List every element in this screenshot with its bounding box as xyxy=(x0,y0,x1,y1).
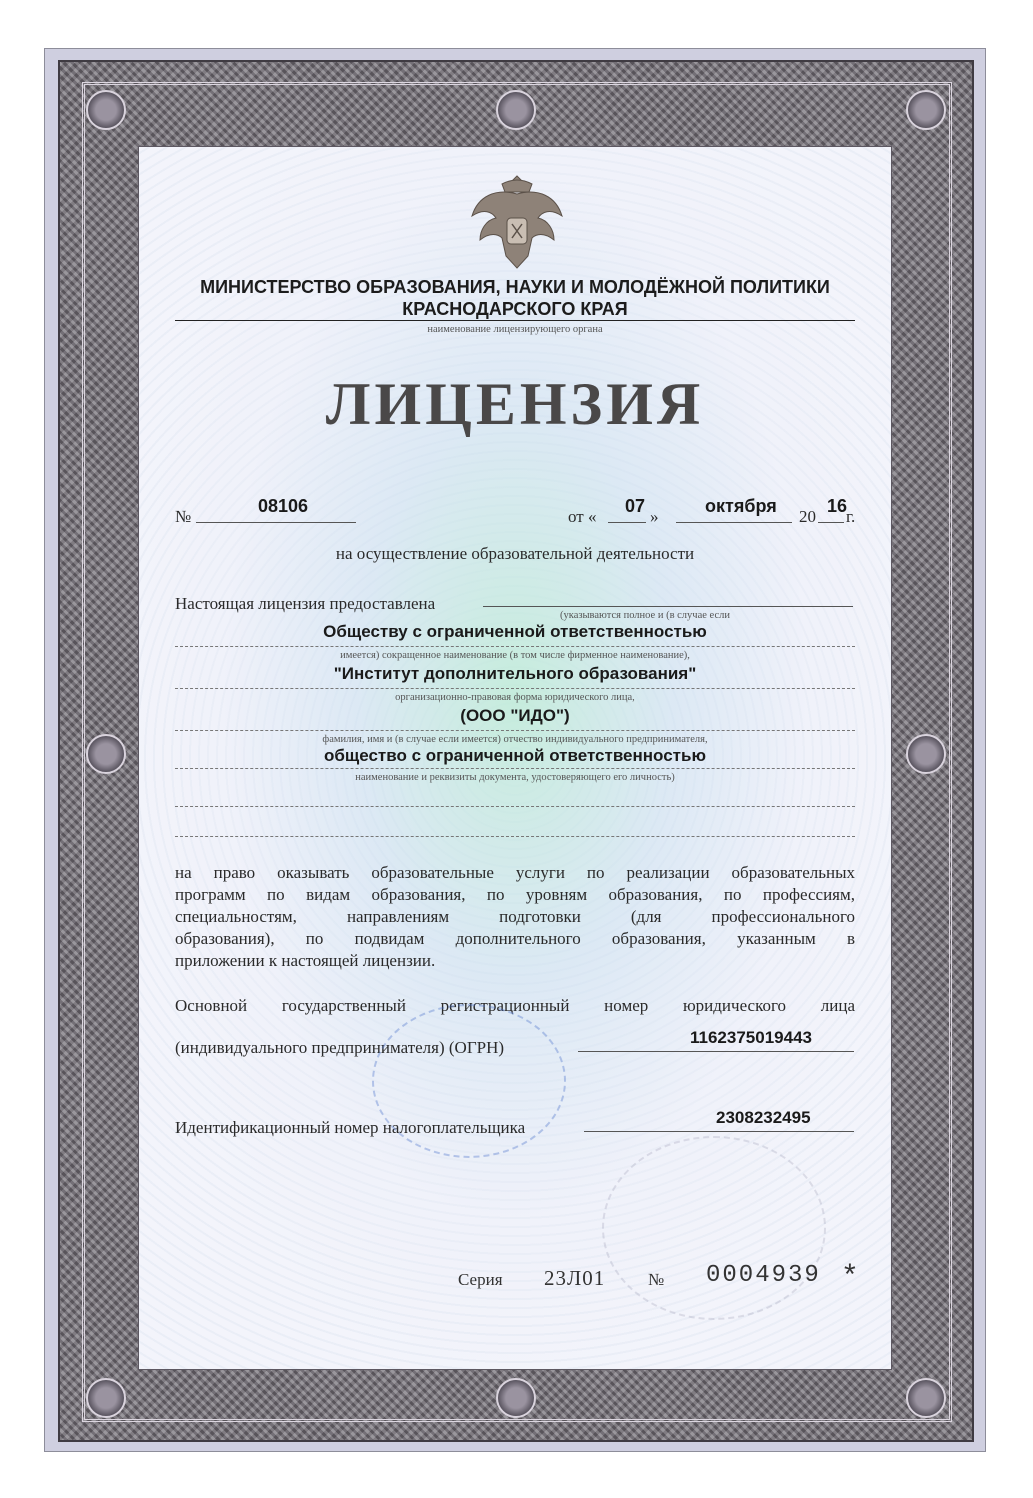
rosette-ornament xyxy=(906,1378,946,1418)
licensee-name: Обществу с ограниченной ответственностью xyxy=(323,622,707,641)
blue-stamp-mark xyxy=(372,1004,566,1158)
date-year-prefix: 20 xyxy=(799,507,816,526)
license-scope xyxy=(175,862,855,972)
granted-caption-5: наименование и реквизиты документа, удостоверяющего его личность) xyxy=(355,772,675,783)
ogrn-label-line-1: Основной государственный регистрационный номер юридического лица xyxy=(175,996,855,1015)
rosette-ornament xyxy=(906,90,946,130)
scope-line: специальностям, направлениям подготовки (для профессионального xyxy=(175,907,855,926)
authority-line-2: КРАСНОДАРСКОГО КРАЯ xyxy=(402,299,628,319)
rosette-ornament xyxy=(86,734,126,774)
issuing-authority xyxy=(150,276,880,320)
series-label: Серия xyxy=(458,1270,503,1289)
faded-seal-mark xyxy=(602,1136,826,1320)
blank-number: 0004939 xyxy=(706,1262,821,1289)
licensee-legal-form: общество с ограниченной ответственностью xyxy=(324,746,706,765)
granted-caption-4: фамилия, имя и (в случае если имеется) отчество индивидуального предпринимателя, xyxy=(322,734,708,745)
licensee-full-name: "Институт дополнительного образования" xyxy=(333,664,697,683)
authority-line-1: МИНИСТЕРСТВО ОБРАЗОВАНИЯ, НАУКИ И МОЛОДЁЖНОЙ ПОЛИТИКИ xyxy=(200,277,830,297)
licensee-short-name: (ООО "ИДО") xyxy=(460,706,570,725)
coat-of-arms-icon xyxy=(466,168,568,276)
date-mid: » xyxy=(650,507,659,526)
authority-caption: наименование лицензирующего органа xyxy=(427,324,603,335)
scope-line: на право оказывать образовательные услуги по реализации образовательных xyxy=(175,863,855,882)
license-purpose: на осуществление образовательной деятельности xyxy=(335,544,695,563)
series-value: 23Л01 xyxy=(544,1266,606,1290)
granted-caption-2: имеется) сокращенное наименование (в том числе фирменное наименование), xyxy=(340,650,690,661)
granted-caption-1: (указываются полное и (в случае если xyxy=(560,610,730,621)
date-month: октября xyxy=(705,496,777,516)
date-prefix: от « xyxy=(568,507,597,526)
date-year: 16 xyxy=(827,496,848,516)
scope-line: приложении к настоящей лицензии. xyxy=(175,951,436,970)
blank-number-symbol: № xyxy=(648,1270,665,1289)
ogrn-label-line-2: (индивидуального предпринимателя) (ОГРН) xyxy=(175,1038,505,1057)
granted-caption-3: организационно-правовая форма юридического лица, xyxy=(395,692,635,703)
inn-label: Идентификационный номер налогоплательщика xyxy=(175,1118,526,1137)
document-title: ЛИЦЕНЗИЯ xyxy=(325,371,705,437)
date-day: 07 xyxy=(625,496,646,516)
rosette-ornament xyxy=(496,1378,536,1418)
scope-line: программ по видам образования, по уровням образования, по профессиям, xyxy=(175,885,855,904)
rosette-ornament xyxy=(496,90,536,130)
license-number-symbol: № xyxy=(175,507,192,526)
granted-label: Настоящая лицензия предоставлена xyxy=(175,594,436,613)
ogrn-value: 1162375019443 xyxy=(690,1028,812,1047)
asterisk-mark: * xyxy=(844,1258,856,1291)
date-suffix: г. xyxy=(846,507,856,526)
inn-value: 2308232495 xyxy=(716,1108,811,1127)
rosette-ornament xyxy=(86,90,126,130)
license-number: 08106 xyxy=(258,496,309,516)
scope-line: образования), по подвидам дополнительного образования, указанным в xyxy=(175,929,855,948)
rosette-ornament xyxy=(906,734,946,774)
rosette-ornament xyxy=(86,1378,126,1418)
